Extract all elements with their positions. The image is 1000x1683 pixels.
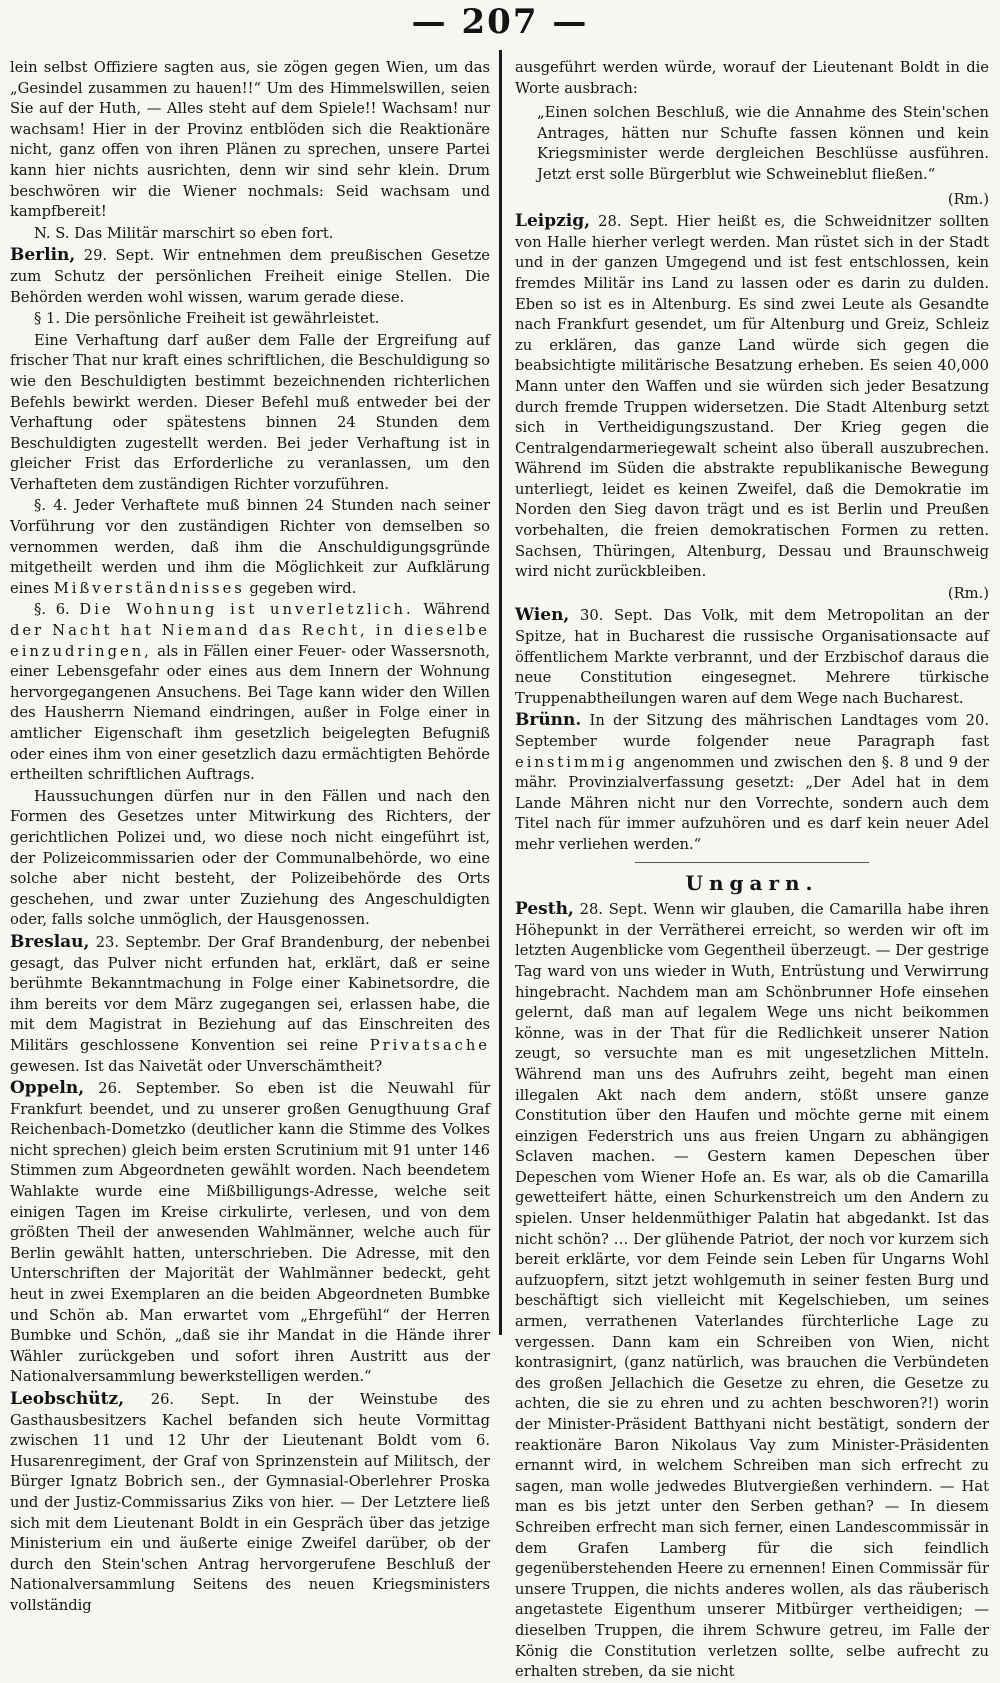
dateline-leipzig: Leipzig, — [515, 211, 591, 232]
article-wien — [515, 605, 989, 709]
article-leobschuetz — [10, 1389, 490, 1617]
quotation: „Einen solchen Beschluß, wie die Annahme des Stein'schen Antrages, hätten nur Schufte fassen können und kein Kriegsminister werde dergleichen Beschlüsse ausführen. Jetzt erst solle Bürgerblut wie Schweineblut fließen.“ — [537, 104, 989, 183]
source-signature: (Rm.) — [947, 584, 989, 602]
page-number: — 207 — — [411, 2, 589, 42]
article-leobschuetz-continued: ausgeführt werden würde, worauf der Lieutenant Boldt in die Worte ausbrach: — [515, 59, 989, 97]
article-oppeln-text: 26. September. So eben ist die Neuwahl für Frankfurt beendet, und zu unserer großen Genugthuung Graf Reichenbach-Dometzko (deutlicher kann die Stimme des Volkes nicht sprechen) gleich beim ersten Scrutinium mit 91 unter 146 Stimmen zum Abgeordneten gewählt worden. Nach beendetem Wahlakte wurde eine Mißbilligungs-Adresse, welche seit einigen Tagen im Kreise cirkulirte, verlesen, und von dem größten Theil der anwesenden Wahlmänner, welche auch für Berlin gewählt hatten, unterschrieben. Die Adresse, mit den Unterschriften der Majorität der Wahlmänner bedeckt, geht heut in zwei Exemplaren an die beiden Abgeordneten Bumbke und Schön ab. Man erwartet vom „Ehrgefühl“ der Herren Bumbke und Schön, „daß sie ihr Mandat in die Hände ihrer Wähler zurückgeben und sofort ihren Austritt aus der Nationalversammlung bewerkstelligen werden.“ — [10, 1080, 490, 1386]
right-column — [515, 58, 989, 1681]
paragraph-1-heading: § 1. Die persönliche Freiheit ist gewährleistet. — [34, 310, 380, 328]
article-leipzig-text: 28. Sept. Hier heißt es, die Schweidnitzer sollten von Halle hierher verlegt werden. Man rüstet sich in der Stadt und in der ganzen Umgegend und ist fest entschlossen, kein fremdes Militär ins Land zu lassen oder es darin zu dulden. Eben so ist es in Altenburg. Es sind zwei Leute als Gesandte nach Frankfurt gesendet, um für Altenburg und Greiz, Schleiz zu erklären, das ganze Land würde sich gegen die beabsichtigte militärische Besatzung erheben. Es seien 40,000 Mann unter den Waffen und sie würden sich jeder Besatzung durch fremde Truppen widersetzen. Die Stadt Altenburg setzt sich in Vertheidigungszustand. Der Krieg gegen die Centralgendarmeriegewalt scheint also überall auszubrechen. Während im Süden die abstrakte republikanische Bewegung unterliegt, leidet es keinen Zweifel, daß die Demokratie im Norden den Sieg davon trägt und es ist Berlin und Preußen vorbehalten, die freien demokratischen Formen zu retten. Sachsen, Thüringen, Altenburg, Dessau und Braunschweig wird nicht zurückbleiben. — [515, 213, 989, 581]
article-bruenn-text-2: angenommen und zwischen den §. 8 und 9 der mähr. Provinzialverfassung gesetzt: „Der Adel hat in dem Lande Mähren nicht nur den Vorrechte, sondern auch dem Titel nach für immer aufzuhören und es darf kein neuer Adel mehr verliehen werden.“ — [515, 753, 989, 853]
postscript: N. S. Das Militär marschirt so eben fort. — [34, 224, 334, 242]
paragraph-6-emphasis-2: der Nacht hat Niemand das Recht, in dieselbe einzudringen, — [10, 622, 490, 660]
article-oppeln — [10, 1078, 490, 1388]
article-wien-text: 30. Sept. Das Volk, mit dem Metropolitan an der Spitze, hat in Bucharest die russische Organisationsacte auf öffentlichem Markte verbrannt, und der Erzbischof daraus die neue Constitution eingesegnet. Mehrere türkische Truppenabtheilungen waren auf dem Wege nach Bucharest. — [515, 607, 989, 707]
article-berlin — [10, 245, 490, 308]
dateline-leobschuetz: Leobschütz, — [10, 1389, 125, 1409]
article-bruenn — [515, 710, 989, 855]
article-leobschuetz-text: 26. Sept. In der Weinstube des Gasthausbesitzers Kachel befanden sich heute Vormittag zwischen 11 und 12 Uhr der Lieutenant Boldt vom 6. Husarenregiment, der Graf von Sprinzenstein auf Militsch, der Bürger Ignatz Bobrich sen., der Gymnasial-Oberlehrer Proska und der Justiz-Commissarius Ziks von hier. — Der Letztere ließ sich mit dem Lieutenant Boldt in ein Gespräch über das jetzige Ministerium ein und äußerte einige Zweifel darüber, ob der durch den Stein'schen Antrag hervorgerufene Beschluß der Nationalversammlung Seitens des neuen Kriegsministers vollständig — [10, 1391, 490, 1614]
paragraph-6-continued: Haussuchungen dürfen nur in den Fällen und nach den Formen des Gesetzes unter Mitwirkung des Richters, der gerichtlichen Polizei und, wo diese noch nicht eingeführt ist, der Polizeicommissarien oder der Communalbehörde, wo eine solche aber nicht besteht, der Polizeibehörde des Orts geschehen, und zwar unter Zuziehung des Angeschuldigten oder, falls solche unmöglich, der Hausgenossen. — [10, 787, 490, 929]
dateline-wien: Wien, — [515, 605, 570, 626]
column-divider — [499, 50, 502, 1335]
paragraph-1-text: Eine Verhaftung darf außer dem Falle der Ergreifung auf frischer That nur kraft eines schriftlichen, die Beschuldigung so wie den Beschuldigten bestimmt bezeichnenden richterlichen Befehls bewirkt werden. Dieser Befehl muß entweder bei der Verhaftung oder spätestens binnen 24 Stunden dem Beschuldigten zugestellt werden. Bei jeder Verhaftung ist in gleicher Frist das Erforderliche zu veranlassen, um den Verhafteten dem zuständigen Richter vorzuführen. — [10, 331, 490, 493]
paragraph-6-text: Während — [413, 601, 491, 619]
paragraph-6-number: §. 6. — [34, 601, 80, 619]
dateline-oppeln: Oppeln, — [10, 1078, 85, 1099]
section-divider — [635, 862, 869, 863]
paragraph-4-text: §. 4. Jeder Verhaftete muß binnen 24 Stunden nach seiner Vorführung vor den zuständigen Richter von demselben so vernommen werden, daß ihm die Anschuldigungsgründe mitgetheilt werden und ihm die Möglichkeit zur Aufklärung eines — [10, 497, 490, 597]
source-signature: (Rm.) — [947, 190, 989, 208]
article-breslau-emphasis: Privatsache — [369, 1036, 490, 1054]
article-continuation: lein selbst Offiziere sagten aus, sie zögen gegen Wien, um das „Gesindel zusammen zu hauen!!“ Um des Himmelswillen, seien Sie auf der Huth, — Alles steht auf dem Spiele!! Wachsam! nur wachsam! Hier in der Provinz entblöden sich die Reaktionäre nicht, ganz offen von ihren Plänen zu sprechen, unsere Partei kann hier nichts ausrichten, denn wir sind sehr klein. Drum beschwören wir die Wiener nochmals: Seid wachsam und kampfbereit! — [10, 59, 490, 221]
article-breslau — [10, 932, 490, 1077]
article-breslau-end: gewesen. Ist das Naivetät oder Unverschämtheit? — [10, 1057, 383, 1075]
article-pesth-text: 28. Sept. Wenn wir glauben, die Camarilla habe ihren Höhepunkt in der Verrätherei erreicht, so werden wir oft im letzten Augenblicke vom Gegentheil überzeugt. — Der gestrige Tag ward von uns wieder in Wuth, Entrüstung und Verwirrung hingebracht. Nachdem man am Schönbrunner Hofe einsehen gelernt, daß man auf legalem Wege uns nicht beikommen könne, was in der That für die Redlichkeit unserer Nation zeugt, so versuchte man es mit ungesetzlichen Mitteln. Während man uns des Aufruhrs zeiht, begeht man einen illegalen Akt nach dem andern, stößt unsere ganze Constitution über den Haufen und möchte gerne mit einem einzigen Federstrich uns aus freien Ungarn zu abhängigen Sclaven machen. — Gestern kamen Depeschen über Depeschen vom Wiener Hofe an. Es war, als ob die Camarilla gewetteifert hätte, einen Schurkenstreich um den Andern zu spielen. Unser heldenmüthiger Palatin hat abgedankt. Ist das nicht schön? … Der glühende Patriot, der noch vor kurzem sich bereit erklärte, vor dem Feinde sein Leben für Ungarns Wohl aufzuopfern, sitzt jetzt wohlgemuth in seiner festen Burg und beschäftigt sich vielleicht mit Kegelschieben, um seines armen, verrathenen Vaterlandes fürchterliche Lage zu vergessen. Dann kam ein Schreiben von Wien, nicht kontrasignirt, (ganz natürlich, was brauchen die Verbündeten des großen Jellachich die Gesetze zu ehren, die Gesetze zu achten, die sie zu ehren und zu achten beschworen?!) worin der Minister-Präsident Batthyani nicht bestätigt, sondern der reaktionäre Baron Nikolaus Vay zum Minister-Präsidenten ernannt wird, in welchem Schreiben man sich erfrecht zu sagen, man wolle jedwedes Blutvergießen verhindern. — Hat man es bis jetzt unter den Serben gethan? — In diesem Schreiben erfrecht man sich ferner, einen Landescommissär in dem Grafen Lamberg für die sich feindlich gegenüberstehenden Heere zu ernennen! Einen Commissär für unsere Truppen, die nichts anderes wollen, als das räuberisch angetastete Eigenthum unserer Mitbürger vertheidigen; — dieselben Truppen, die ihrem Schwure getreu, im Falle der König die Constitution verletzen sollte, selbe aufrecht zu erhalten streben, da sie nicht — [515, 901, 989, 1681]
paragraph-4 — [10, 496, 490, 599]
article-bruenn-emphasis: einstimmig — [515, 753, 628, 771]
paragraph-6-emphasis: Die Wohnung ist unverletzlich. — [79, 601, 414, 619]
paragraph-4-end: gegeben wird. — [244, 579, 357, 597]
article-pesth — [515, 899, 989, 1683]
paragraph-4-emphasis: Mißverständnisses — [53, 579, 245, 597]
dateline-berlin: Berlin, — [10, 245, 76, 266]
dateline-bruenn: Brünn. — [515, 710, 582, 731]
article-leipzig — [515, 211, 989, 583]
article-bruenn-text: In der Sitzung des mährischen Landtages vom 20. September wurde folgender neue Paragraph fast — [515, 712, 989, 750]
left-column — [10, 58, 491, 1614]
dateline-breslau: Breslau, — [10, 931, 90, 952]
paragraph-6 — [10, 600, 490, 785]
dateline-pesth: Pesth, — [515, 899, 574, 920]
article-breslau-text: 23. Septembr. Der Graf Brandenburg, der nebenbei gesagt, das Pulver nicht erfunden hat, erklärt, daß er seine berühmte Bekanntmachung in Folge einer Kabinetsordre, die ihm bereits vor dem März zugegangen sei, erlassen habe, die mit dem Magistrat in Beziehung auf das Einschreiten des Militärs geschlossene Konvention sei reine — [10, 933, 490, 1054]
section-heading: Ungarn. — [685, 870, 819, 895]
article-berlin-text: 29. Sept. Wir entnehmen dem preußischen Gesetze zum Schutz der persönlichen Freiheit einige Stellen. Die Behörden werden wohl wissen, warum gerade diese. — [10, 247, 490, 306]
paragraph-6-text-2: als in Fällen einer Feuer- oder Wassersnoth, einer Lebensgefahr oder eines aus dem Innern der Wohnung hervorgegangenen Ansuchens. Bei Tage kann wider den Willen des Hausherrn Niemand eindringen, außer in Folge einer in amtlicher Eigenschaft ihm gesetzlich beigelegten Befugniß oder eines ihm von einer gesetzlich dazu ermächtigten Behörde ertheilten schriftlichen Auftrags. — [10, 642, 490, 784]
